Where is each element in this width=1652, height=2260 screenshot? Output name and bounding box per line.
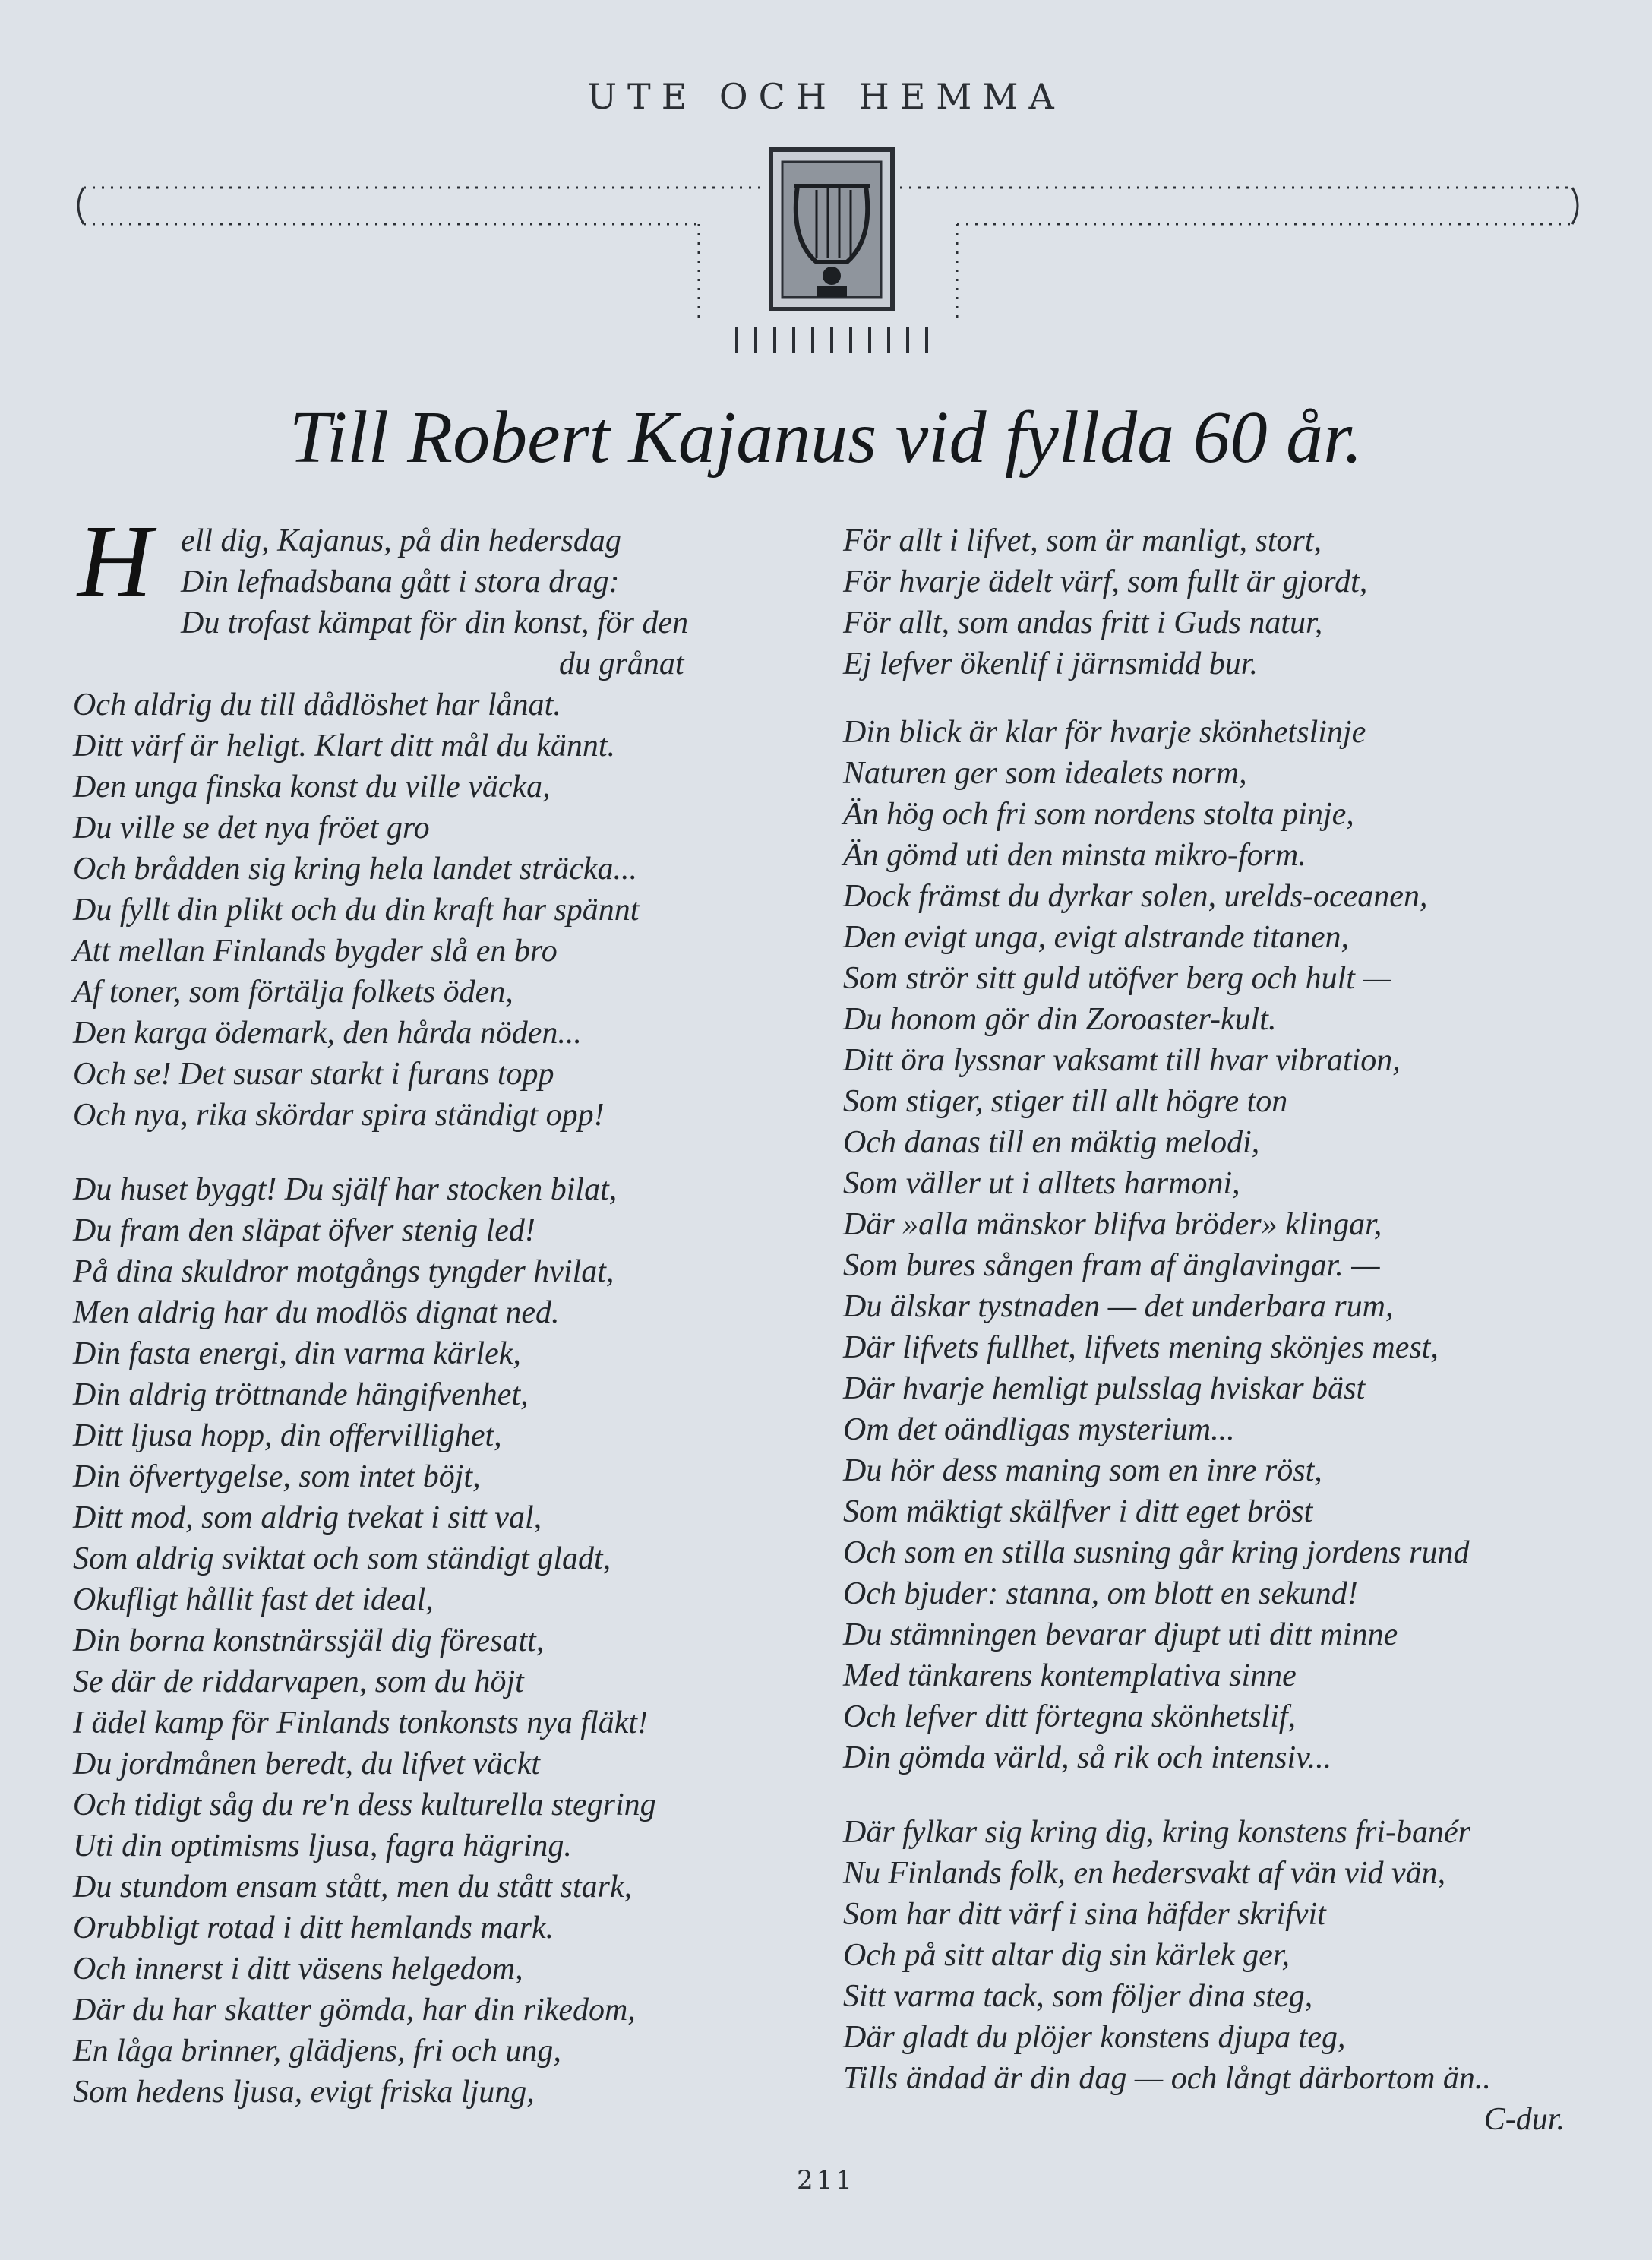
poem-line: Du älskar tystnaden — det underbara rum, <box>843 1289 1394 1324</box>
lyre-ornament-icon <box>68 141 1587 368</box>
right-column <box>843 520 1595 2140</box>
poem-line: Din öfvertygelse, som intet böjt, <box>73 1459 481 1494</box>
left-column <box>73 504 810 2113</box>
poem-line: Naturen ger som idealets norm, <box>843 756 1247 791</box>
poem-line: Som strör sitt guld utöfver berg och hult — <box>843 961 1391 996</box>
poem-line: Din lefnadsbana gått i stora drag: <box>181 564 620 599</box>
poem-line: Ditt värf är heligt. Klart ditt mål du kännt. <box>73 729 615 763</box>
poem-line: Att mellan Finlands bygder slå en bro <box>73 934 558 969</box>
poem-line: Du stämningen bevarar djupt uti ditt minne <box>843 1617 1398 1652</box>
poem-line: Där fylkar sig kring dig, kring konstens fri-banér <box>843 1815 1470 1850</box>
poem-line: Som väller ut i alltets harmoni, <box>843 1166 1240 1201</box>
poem-line: En låga brinner, glädjens, fri och ung, <box>73 2034 561 2069</box>
poem-line: På dina skuldror motgångs tyngder hvilat, <box>73 1254 614 1289</box>
poem-line: Än hög och fri som nordens stolta pinje, <box>843 797 1354 832</box>
drop-cap: H <box>77 504 153 618</box>
poem-line: Du hör dess maning som en inre röst, <box>843 1453 1322 1488</box>
poem-line: Orubbligt rotad i ditt hemlands mark. <box>73 1911 554 1945</box>
poem-line: Ej lefver ökenlif i järnsmidd bur. <box>843 646 1258 681</box>
signature: C-dur. <box>1483 2102 1565 2137</box>
poem-line: Af toner, som förtälja folkets öden, <box>73 975 513 1010</box>
poem-line: Som har ditt värf i sina häfder skrifvit <box>843 1897 1326 1932</box>
poem-line: För hvarje ädelt värf, som fullt är gjordt, <box>843 564 1368 599</box>
poem-line: Där »alla mänskor blifva bröder» klingar, <box>843 1207 1382 1242</box>
poem-line: Din blick är klar för hvarje skönhetslinje <box>843 715 1366 750</box>
poem-line: För allt, som andas fritt i Guds natur, <box>843 605 1323 640</box>
poem-line: Som aldrig sviktat och som ständigt gladt, <box>73 1541 611 1576</box>
poem-line: Tills ändad är din dag — och långt därbortom än.. <box>843 2061 1491 2096</box>
poem-line: För allt i lifvet, som är manligt, stort, <box>843 523 1322 558</box>
poem-line: Och lefver ditt förtegna skönhetslif, <box>843 1699 1297 1734</box>
poem-line: Du stundom ensam stått, men du stått stark, <box>73 1870 633 1904</box>
poem-title: Till Robert Kajanus vid fyllda 60 år. <box>289 397 1363 479</box>
poem-line: Där hvarje hemligt pulsslag hviskar bäst <box>843 1371 1366 1406</box>
poem-line: Där du har skatter gömda, har din rikedom, <box>73 1993 636 2028</box>
poem-line: Och som en stilla susning går kring jordens rund <box>843 1535 1470 1570</box>
poem-line: Nu Finlands folk, en hedersvakt af vän vid vän, <box>843 1856 1446 1891</box>
poem-line: Den unga finska konst du ville väcka, <box>73 770 551 804</box>
poem-line: Som hedens ljusa, evigt friska ljung, <box>73 2075 535 2110</box>
poem-line: Ditt mod, som aldrig tvekat i sitt val, <box>73 1500 542 1535</box>
poem-line: Du fram den släpat öfver stenig led! <box>73 1213 535 1248</box>
poem-line: Som stiger, stiger till allt högre ton <box>843 1084 1288 1119</box>
page-number: 211 <box>797 2165 855 2195</box>
poem-line: Som bures sången fram af änglavingar. — <box>843 1248 1380 1283</box>
poem-line: Där lifvets fullhet, lifvets mening skönjes mest, <box>843 1330 1439 1365</box>
poem-line: ell dig, Kajanus, på din hedersdag <box>181 523 621 558</box>
poem-line: Och på sitt altar dig sin kärlek ger, <box>843 1938 1290 1973</box>
poem-line: Och innerst i ditt väsens helgedom, <box>73 1952 523 1987</box>
poem-line: Din fasta energi, din varma kärlek, <box>73 1336 521 1371</box>
poem-line: Och nya, rika skördar spira ständigt opp! <box>73 1098 605 1133</box>
poem-line: Din gömda värld, så rik och intensiv... <box>843 1740 1332 1775</box>
poem-line: Och brådden sig kring hela landet sträcka... <box>73 852 638 887</box>
poem-line: Dock främst du dyrkar solen, urelds-oceanen, <box>843 879 1428 914</box>
poem-line: Okufligt hållit fast det ideal, <box>73 1582 434 1617</box>
poem-line: Och bjuder: stanna, om blott en sekund! <box>843 1576 1358 1611</box>
poem-line: Ditt ljusa hopp, din offervillighet, <box>73 1418 502 1453</box>
poem-line: du grånat <box>559 646 684 681</box>
poem-line: Se där de riddarvapen, som du höjt <box>73 1664 524 1699</box>
poem-line: Du jordmånen beredt, du lifvet väckt <box>73 1746 541 1781</box>
poem-line: Och aldrig du till dådlöshet har lånat. <box>73 687 561 722</box>
poem-line: I ädel kamp för Finlands tonkonsts nya fläkt! <box>73 1705 649 1740</box>
poem-line: Du ville se det nya fröet gro <box>73 811 430 846</box>
poem-line: Ditt öra lyssnar vaksamt till hvar vibration, <box>843 1043 1401 1078</box>
poem-line: Den evigt unga, evigt alstrande titanen, <box>843 920 1350 955</box>
poem-line: Uti din optimisms ljusa, fagra hägring. <box>73 1829 572 1863</box>
poem-line: Men aldrig har du modlös dignat ned. <box>73 1295 560 1330</box>
poem-line: Den karga ödemark, den hårda nöden... <box>73 1016 582 1051</box>
poem-line: Och se! Det susar starkt i furans topp <box>73 1057 554 1092</box>
poem-line: Som mäktigt skälfver i ditt eget bröst <box>843 1494 1313 1529</box>
poem-line: Sitt varma tack, som följer dina steg, <box>843 1979 1313 2014</box>
poem-line: Din borna konstnärssjäl dig föresatt, <box>73 1623 545 1658</box>
poem-line: Och tidigt såg du re'n dess kulturella stegring <box>73 1787 656 1822</box>
poem-line: Din aldrig tröttnande hängifvenhet, <box>73 1377 529 1412</box>
poem-line: Du honom gör din Zoroaster-kult. <box>843 1002 1277 1037</box>
poem-line: Du trofast kämpat för din konst, för den <box>181 605 689 640</box>
poem-line: Du fyllt din plikt och du din kraft har spännt <box>73 893 640 928</box>
poem-line: Med tänkarens kontemplativa sinne <box>843 1658 1297 1693</box>
running-head: UTE OCH HEMMA <box>587 76 1065 117</box>
poem-line: Och danas till en mäktig melodi, <box>843 1125 1260 1160</box>
poem-line: Du huset byggt! Du själf har stocken bilat, <box>73 1172 618 1207</box>
poem-line: Där gladt du plöjer konstens djupa teg, <box>843 2020 1346 2055</box>
poem-line: Om det oändligas mysterium... <box>843 1412 1235 1447</box>
poem-line: Än gömd uti den minsta mikro-form. <box>843 838 1306 873</box>
